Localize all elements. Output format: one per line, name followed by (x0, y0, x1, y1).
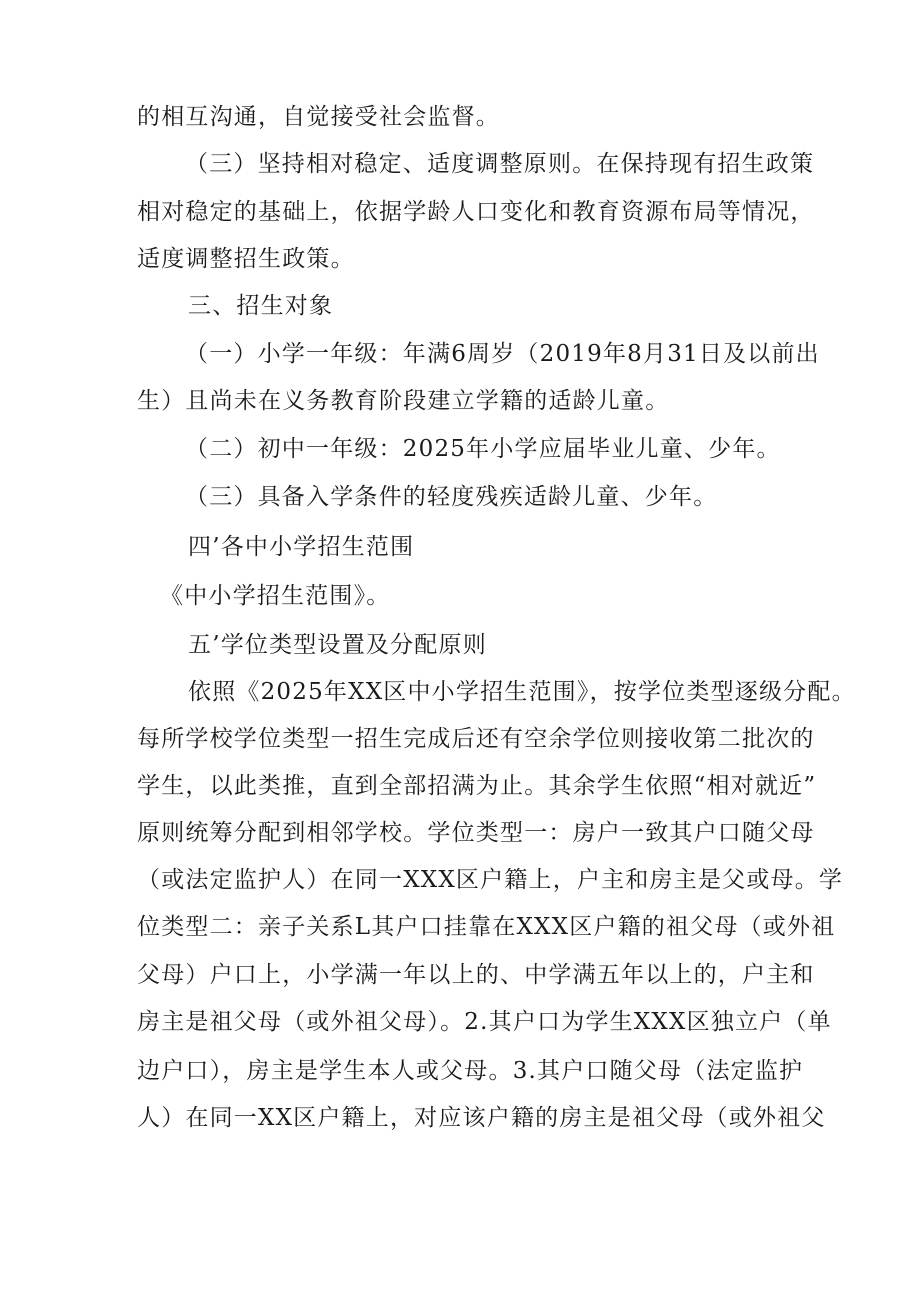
text-line: 位类型二：亲子关系L其户口挂靠在XXX区户籍的祖父母（或外祖 (137, 914, 836, 940)
text-line: （一）小学一年级：年满6周岁（2019年8月31日及以前出 (185, 341, 820, 367)
text-line: 依照《2025年XX区中小学招生范围》，按学位类型逐级分配。 (188, 679, 856, 705)
section-heading-seat-types: 五’学位类型设置及分配原则 (188, 632, 487, 658)
text-line: 相对稳定的基础上，依据学龄人口变化和教育资源布局等情况， (137, 199, 815, 225)
text-line: 边户口），房主是学生本人或父母。3.其户口随父母（法定监护 (137, 1058, 804, 1084)
section-heading-principle-3: （三）坚持相对稳定、适度调整原则。在保持现有招生政策 (185, 151, 815, 177)
text-line: 人）在同一XX区户籍上，对应该户籍的房主是祖父母（或外祖父 (137, 1105, 826, 1131)
section-heading-enrollment-scope: 四’各中小学招生范围 (188, 534, 415, 560)
text-line: 生）且尚未在义务教育阶段建立学籍的适龄儿童。 (137, 388, 670, 414)
text-line: 父母）户口上，小学满一年以上的、中学满五年以上的，户主和 (137, 962, 815, 988)
text-line: （二）初中一年级：2025年小学应届毕业儿童、少年。 (185, 436, 781, 462)
text-line: 适度调整招生政策。 (137, 246, 355, 272)
text-line: （三）具备入学条件的轻度残疾适龄儿童、少年。 (185, 484, 718, 510)
text-line: 每所学校学位类型一招生完成后还有空余学位则接收第二批次的 (137, 726, 815, 752)
text-line: 《中小学招生范围》。 (160, 583, 391, 609)
text-line: （或法定监护人）在同一XXX区户籍上，户主和房主是父或母。学 (137, 867, 844, 893)
section-heading-enrollment-targets: 三、招生对象 (188, 293, 334, 319)
text-line: 房主是祖父母（或外祖父母）。2.其户口为学生XXX区独立户（单 (137, 1009, 832, 1035)
text-line: 学生，以此类推，直到全部招满为止。其余学生依照“相对就近” (137, 773, 817, 799)
text-line: 原则统筹分配到相邻学校。学位类型一：房户一致其户口随父母 (137, 820, 815, 846)
text-line: 的相互沟通，自觉接受社会监督。 (137, 104, 500, 130)
